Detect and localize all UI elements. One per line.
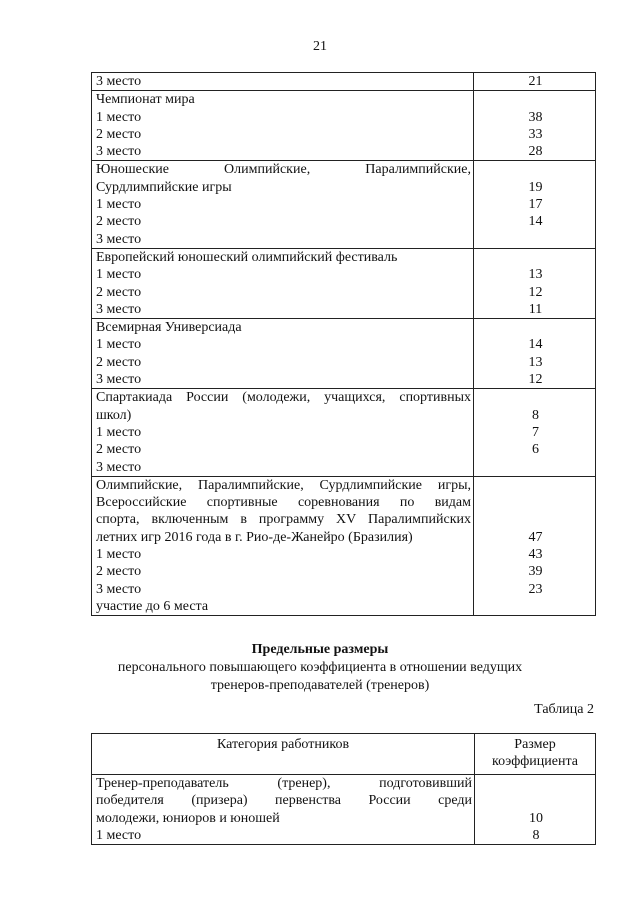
coefficient-value (478, 249, 593, 266)
coefficient-value (478, 319, 593, 336)
coefficient-cell (475, 775, 596, 845)
category-line: Всемирная Универсиада (96, 320, 242, 336)
coefficient-cell (474, 73, 596, 91)
table-row (92, 91, 596, 161)
table-row (92, 161, 596, 248)
coefficient-value (479, 792, 593, 809)
category-line: Спартакиада России (молодежи, учащихся, спортивных (96, 390, 471, 406)
coefficient-value (478, 477, 593, 494)
header-coefficient (475, 734, 596, 775)
section-subtitle-line-2: тренеров-преподавателей (тренеров) (210, 678, 430, 693)
category-cell (92, 161, 474, 248)
coefficient-value: 33 (528, 126, 543, 142)
category-cell (92, 73, 474, 91)
coefficient-value (478, 598, 593, 615)
coefficient-cell (474, 389, 596, 476)
table-row (92, 73, 596, 91)
coefficient-value: 38 (528, 109, 543, 125)
coefficient-value: 10 (529, 810, 543, 826)
category-line: 1 место (96, 827, 142, 843)
category-line: 2 место (96, 284, 142, 300)
category-line: 3 место (96, 459, 142, 475)
coefficient-value: 28 (528, 144, 543, 160)
coefficient-value: 6 (532, 442, 539, 458)
category-line: Сурдлимпийские игры (96, 179, 232, 195)
coefficient-cell (474, 91, 596, 161)
category-line: 3 место (96, 144, 142, 160)
table-row (92, 476, 596, 615)
section-title: Предельные размеры (251, 642, 389, 657)
coefficient-value: 23 (528, 581, 543, 597)
category-line: молодежи, юниоров и юношей (96, 810, 280, 826)
category-cell (92, 319, 474, 389)
category-cell (92, 248, 474, 318)
category-line: 1 место (96, 267, 142, 283)
table-row (92, 775, 596, 845)
category-line: школ) (96, 407, 132, 423)
category-line: 3 место (96, 231, 142, 247)
coefficient-table-1 (91, 72, 596, 616)
category-line: 1 место (96, 337, 142, 353)
coefficient-cell (474, 319, 596, 389)
category-line: 1 место (96, 547, 142, 563)
coefficient-value: 19 (528, 179, 543, 195)
category-cell (92, 389, 474, 476)
category-line: 2 место (96, 214, 142, 230)
coefficient-value: 12 (528, 284, 543, 300)
coefficient-value: 14 (528, 337, 543, 353)
section-subtitle-line-1: персонального повышающего коэффициента в отношении ведущих (117, 660, 523, 675)
category-line: Чемпионат мира (96, 92, 195, 108)
table-2-label: Таблица 2 (534, 702, 594, 717)
coefficient-value: 8 (532, 827, 540, 843)
category-line: победителя (призера) первенства России среди (96, 793, 472, 809)
coefficient-value: 21 (528, 74, 543, 89)
category-line: 3 место (96, 372, 142, 388)
category-line: Олимпийские, Паралимпийские, Сурдлимпийские игры, (96, 477, 471, 493)
category-cell (92, 775, 475, 845)
category-line: 3 место (96, 581, 142, 597)
coefficient-value: 43 (528, 547, 543, 563)
category-line: Европейский юношеский олимпийский фестиваль (96, 249, 398, 265)
coefficient-value (478, 231, 593, 248)
category-line: участие до 6 места (96, 598, 209, 614)
coefficient-value: 14 (528, 214, 543, 230)
category-line: 1 место (96, 197, 142, 213)
category-line: 2 место (96, 564, 142, 580)
coefficient-value: 7 (532, 424, 539, 440)
coefficient-value (478, 511, 593, 528)
page-number: 21 (313, 39, 327, 54)
category-line: 3 место (96, 301, 142, 317)
category-line: 3 место (96, 74, 142, 89)
category-cell (92, 476, 474, 615)
coefficient-value (478, 389, 593, 406)
category-line: Всероссийские спортивные соревнования по видам (96, 495, 471, 511)
category-line: 2 место (96, 354, 142, 370)
coefficient-value: 12 (528, 372, 543, 388)
coefficient-cell (474, 161, 596, 248)
header-coefficient-line-2: коэффициента (492, 754, 578, 769)
coefficient-value: 8 (532, 407, 539, 423)
coefficient-value (478, 459, 593, 476)
table-row (92, 389, 596, 476)
header-coefficient-line-1: Размер (514, 737, 556, 752)
category-line: 1 место (96, 109, 142, 125)
category-cell (92, 91, 474, 161)
coefficient-value: 39 (528, 564, 543, 580)
coefficient-value: 13 (528, 354, 543, 370)
coefficient-cell (474, 476, 596, 615)
category-line: Тренер-преподаватель (тренер), подготовивший (96, 776, 472, 791)
category-line: спорта, включенным в программу XV Паралимпийских (96, 512, 471, 528)
coefficient-value: 13 (528, 267, 543, 283)
table-row (92, 248, 596, 318)
coefficient-value (478, 161, 593, 178)
category-line: 2 место (96, 442, 142, 458)
coefficient-value (479, 775, 593, 792)
category-line: 2 место (96, 126, 142, 142)
table-2-header-row (92, 734, 596, 775)
coefficient-value: 47 (528, 529, 543, 545)
category-line: 1 место (96, 424, 142, 440)
coefficient-value: 11 (528, 301, 543, 317)
header-category: Категория работников (92, 734, 475, 775)
category-line: Юношеские Олимпийские, Паралимпийские, (96, 162, 471, 178)
coefficient-table-2 (91, 733, 596, 845)
coefficient-value (478, 494, 593, 511)
table-row (92, 319, 596, 389)
category-line: летних игр 2016 года в г. Рио-де-Жанейро (Бразилия) (96, 529, 413, 545)
coefficient-value: 17 (528, 197, 543, 213)
coefficient-cell (474, 248, 596, 318)
coefficient-value (478, 91, 593, 108)
